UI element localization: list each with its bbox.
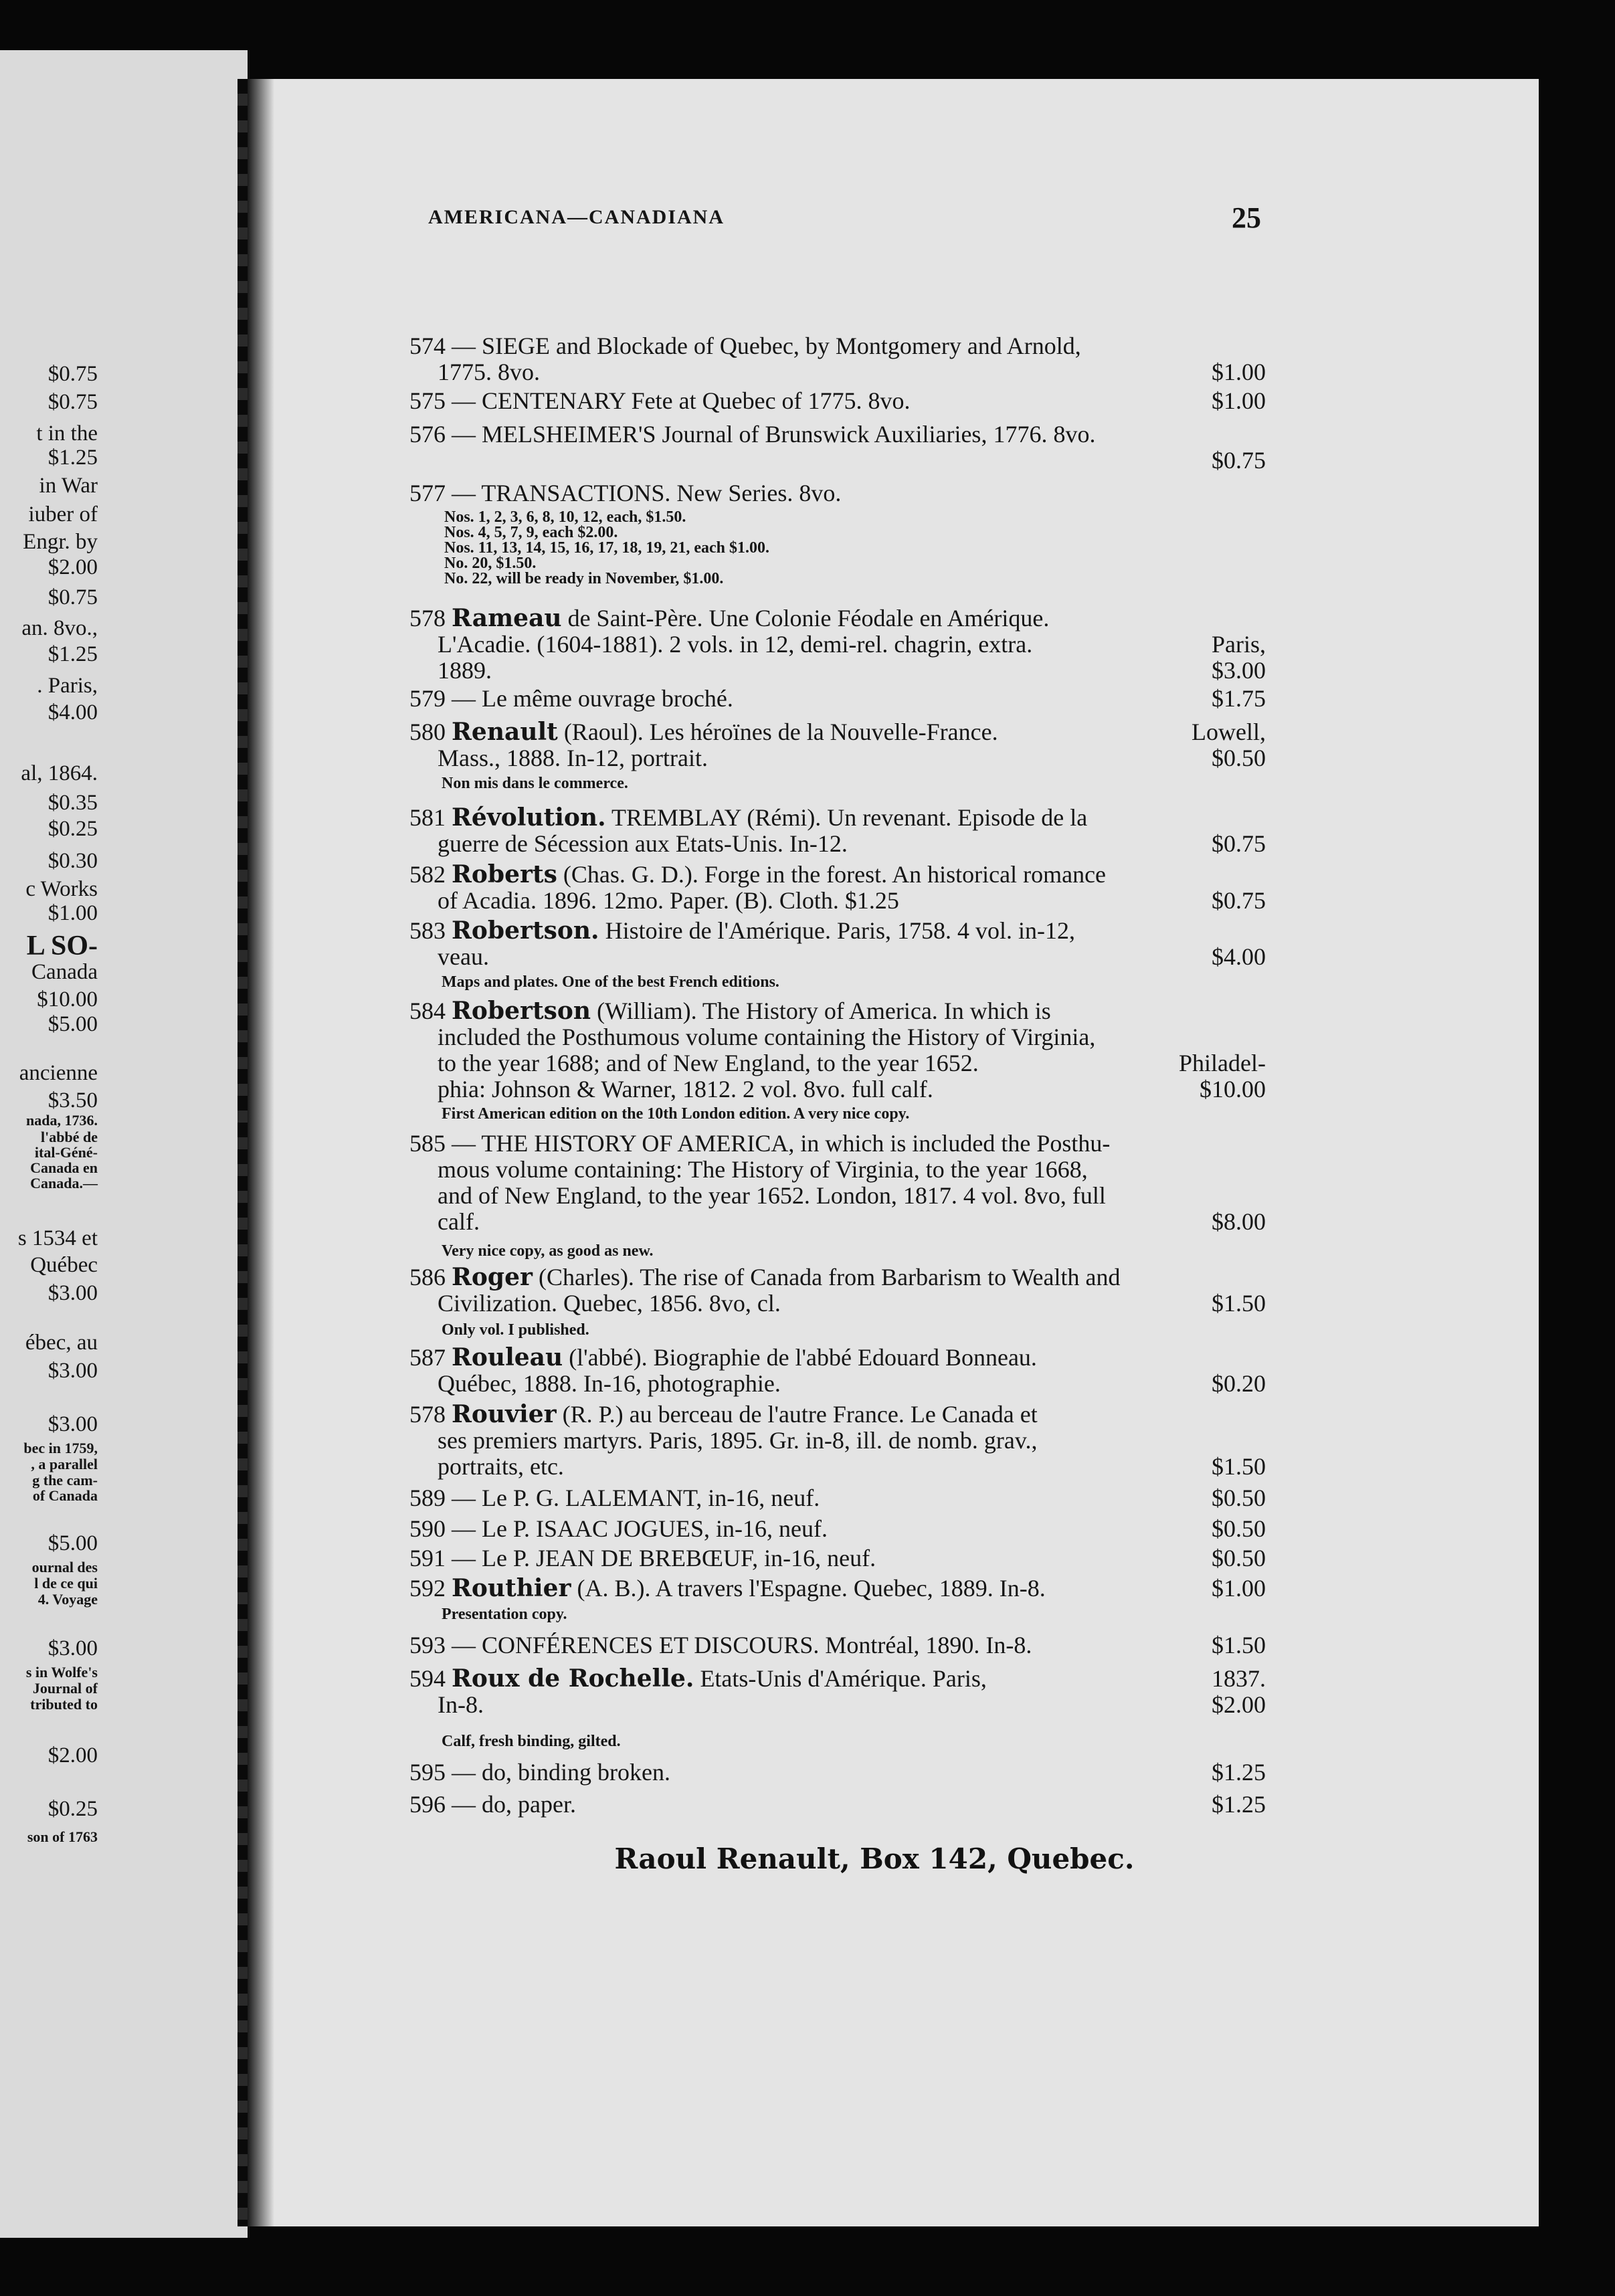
entry-price: $0.50 (1212, 1545, 1266, 1571)
entry-price: $0.75 (1212, 887, 1266, 914)
entry-line (409, 359, 1266, 385)
entry-text: ses premiers martyrs. Paris, 1895. Gr. in-8, ill. de nomb. grav., (438, 1428, 1038, 1454)
author-name: Rouvier (452, 1402, 557, 1428)
entry-price: $1.50 (1212, 1453, 1266, 1480)
entry-note-text: Presentation copy. (442, 1606, 567, 1623)
entry-text: 581 Révolution. TREMBLAY (Rémi). Un revenant. Episode de la (409, 805, 1088, 831)
entry-price: $1.00 (1212, 1575, 1266, 1602)
catalog-entry (409, 1485, 1266, 1511)
entry-price: $1.25 (1212, 1791, 1266, 1818)
sublist-line: No. 22, will be ready in November, $1.00. (444, 570, 724, 587)
left-page-fragment: s 1534 et (17, 1226, 98, 1250)
left-page-fragment: $4.00 (48, 700, 98, 725)
entry-text: phia: Johnson & Warner, 1812. 2 vol. 8vo. full calf. (438, 1076, 933, 1103)
entry-line (409, 1545, 1266, 1571)
entry-price: Philadel- (1179, 1050, 1266, 1076)
entry-text: of Acadia. 1896. 12mo. Paper. (B). Cloth. $1.25 (438, 888, 899, 914)
entry-note-text: Only vol. I published. (442, 1321, 589, 1339)
entry-note (409, 1733, 1266, 1750)
running-head: AMERICANA—CANADIANA (428, 206, 725, 228)
entry-line (409, 1183, 1266, 1209)
entry-text: 587 Rouleau (l'abbé). Biographie de l'abbé Edouard Bonneau. (409, 1345, 1037, 1371)
entry-line (409, 388, 1266, 414)
entry-price: 1837. (1212, 1665, 1266, 1692)
entry-line (409, 1209, 1266, 1235)
author-name: Roberts (452, 862, 557, 888)
entry-line (409, 1692, 1266, 1718)
left-page-fragment: Canada.— (30, 1175, 98, 1191)
left-page-fragment: Canada en (30, 1159, 98, 1176)
entry-line (409, 1371, 1266, 1397)
catalog-entry (409, 1131, 1266, 1235)
catalog-entry (409, 421, 1266, 474)
entry-note-text: Maps and plates. One of the best French editions. (442, 973, 779, 991)
catalog-entry (409, 388, 1266, 414)
author-name: Roux de Rochelle. (452, 1666, 694, 1692)
catalog-entry (409, 1759, 1266, 1786)
entry-line (409, 480, 1266, 506)
entry-line (409, 1076, 1266, 1103)
left-page-fragment: nada, 1736. (26, 1112, 98, 1129)
entry-text: 583 Robertson. Histoire de l'Amérique. Paris, 1758. 4 vol. in-12, (409, 918, 1075, 944)
author-name: Rameau (452, 605, 562, 632)
entry-text: Mass., 1888. In-12, portrait. (438, 745, 708, 771)
entry-text: 1889. (438, 658, 492, 684)
left-page-fragment: Engr. by (23, 530, 98, 554)
entry-line (409, 605, 1266, 632)
entry-line (409, 658, 1266, 684)
entry-line (409, 918, 1266, 944)
footer-imprint (0, 1842, 1615, 1875)
author-name: Rouleau (452, 1345, 563, 1371)
entry-line (409, 1632, 1266, 1658)
left-page-fragment: ournal des (31, 1559, 98, 1575)
left-page-fragment: $10.00 (37, 987, 98, 1012)
entry-line (409, 1264, 1266, 1290)
entry-text: In-8. (438, 1692, 484, 1718)
catalog-entry (409, 605, 1266, 684)
catalog-entry (409, 719, 1266, 771)
entry-text: 579 — Le même ouvrage broché. (409, 686, 733, 712)
left-page-fragment: $2.00 (48, 1743, 98, 1767)
entry-price: $1.75 (1212, 685, 1266, 712)
left-page-fragment: $1.25 (48, 446, 98, 470)
entry-text: 592 Routhier (A. B.). A travers l'Espagne. Quebec, 1889. In-8. (409, 1575, 1046, 1602)
left-page-fragment: $3.50 (48, 1088, 98, 1113)
author-name: Révolution. (452, 805, 606, 831)
entry-text: Civilization. Quebec, 1856. 8vo, cl. (438, 1290, 781, 1317)
entry-text: 591 — Le P. JEAN DE BREBŒUF, in-16, neuf. (409, 1545, 876, 1571)
catalog-entry (409, 1345, 1266, 1397)
entry-text: 578 Rouvier (R. P.) au berceau de l'autre France. Le Canada et (409, 1402, 1038, 1428)
entry-text: 574 — SIEGE and Blockade of Quebec, by Montgomery and Arnold, (409, 333, 1081, 359)
entry-line (409, 745, 1266, 771)
catalog-entry (409, 1792, 1266, 1818)
left-page-fragment: $0.25 (48, 1797, 98, 1821)
entry-line (409, 1516, 1266, 1542)
entry-line (409, 888, 1266, 914)
entry-text: veau. (438, 944, 489, 970)
entry-note (409, 1105, 1266, 1123)
entry-note-text: Calf, fresh binding, gilted. (442, 1733, 621, 1750)
left-page-fragment: iuber of (28, 502, 98, 527)
entry-text: 584 Robertson (William). The History of America. In which is (409, 998, 1051, 1024)
entry-line (409, 632, 1266, 658)
catalog-entry (409, 333, 1266, 385)
entry-note (409, 1606, 1266, 1623)
entry-line (409, 1792, 1266, 1818)
entry-text: 586 Roger (Charles). The rise of Canada from Barbarism to Wealth and (409, 1264, 1121, 1290)
entry-price: $0.50 (1212, 1485, 1266, 1511)
left-page-fragment: , a parallel (31, 1456, 98, 1472)
entry-text: 1775. 8vo. (438, 359, 540, 385)
footer-text: Raoul Renault, Box 142, Quebec. (614, 1842, 1135, 1875)
left-page-fragment: $0.25 (48, 817, 98, 841)
left-page-fragment: 4. Voyage (37, 1591, 98, 1608)
left-page-fragment: g the cam- (32, 1472, 98, 1489)
entry-price: $0.50 (1212, 745, 1266, 771)
left-page-fragment: Journal of (32, 1680, 98, 1697)
entry-line (409, 421, 1266, 448)
entry-price: $4.00 (1212, 943, 1266, 970)
author-name: Routhier (452, 1575, 571, 1602)
catalog-entry (409, 1575, 1266, 1602)
entry-line (409, 998, 1266, 1024)
entry-line (409, 1428, 1266, 1454)
author-name: Renault (452, 719, 558, 745)
left-page-fragment: ébec, au (25, 1331, 98, 1355)
entry-text: 580 Renault (Raoul). Les héroïnes de la Nouvelle-France. (409, 719, 998, 745)
entry-line (409, 1157, 1266, 1183)
entry-text: 594 Roux de Rochelle. Etats-Unis d'Amérique. Paris, (409, 1666, 987, 1692)
left-page-fragment: $0.75 (48, 390, 98, 414)
entry-line (409, 333, 1266, 359)
entry-line (409, 805, 1266, 831)
entry-line (409, 1485, 1266, 1511)
entry-line (409, 1131, 1266, 1157)
catalog-entry (409, 1516, 1266, 1542)
entry-text: included the Posthumous volume containing the History of Virginia, (438, 1024, 1096, 1050)
left-page-fragment: Canada (31, 960, 98, 984)
entry-price: $2.00 (1212, 1691, 1266, 1718)
catalog-entry (409, 480, 1266, 506)
entry-text: 589 — Le P. G. LALEMANT, in-16, neuf. (409, 1485, 820, 1511)
entry-price: $1.00 (1212, 387, 1266, 414)
entry-price: $10.00 (1200, 1076, 1266, 1103)
entry-note-text: First American edition on the 10th London edition. A very nice copy. (442, 1105, 910, 1123)
entry-text: 593 — CONFÉRENCES ET DISCOURS. Montréal, 1890. In-8. (409, 1632, 1032, 1658)
author-name: Robertson (452, 998, 591, 1024)
entry-line (409, 1345, 1266, 1371)
entry-text: 590 — Le P. ISAAC JOGUES, in-16, neuf. (409, 1516, 828, 1542)
entry-text: to the year 1688; and of New England, to the year 1652. (438, 1050, 979, 1076)
entry-price: Lowell, (1192, 719, 1266, 745)
entry-text: guerre de Sécession aux Etats-Unis. In-12. (438, 831, 848, 857)
entry-text: Québec, 1888. In-16, photographie. (438, 1371, 781, 1397)
entry-price: $1.00 (1212, 359, 1266, 385)
entry-price: $3.00 (1212, 657, 1266, 684)
entry-text: 578 Rameau de Saint-Père. Une Colonie Féodale en Amérique. (409, 605, 1050, 632)
left-page-fragment: $5.00 (48, 1531, 98, 1555)
left-page-fragment: bec in 1759, (23, 1440, 98, 1456)
left-page-fragment: $0.35 (48, 791, 98, 815)
entry-text: 582 Roberts (Chas. G. D.). Forge in the forest. An historical romance (409, 862, 1107, 888)
entry-line (409, 686, 1266, 712)
entry-line (409, 448, 1266, 474)
entry-note-text: Very nice copy, as good as new. (442, 1242, 654, 1260)
left-page-fragment: $3.00 (48, 1281, 98, 1305)
entry-price: $0.75 (1212, 830, 1266, 857)
left-page-fragment: ancienne (19, 1061, 98, 1085)
entry-line (409, 944, 1266, 970)
entry-price: $0.20 (1212, 1370, 1266, 1397)
catalog-entry (409, 1264, 1266, 1317)
entry-line (409, 719, 1266, 745)
catalog-entry (409, 862, 1266, 914)
entry-price: Paris, (1212, 631, 1266, 658)
entry-sublist (409, 510, 1266, 587)
entry-line (409, 1575, 1266, 1602)
entry-line (409, 862, 1266, 888)
left-page-fragment: in War (39, 474, 98, 498)
entry-text: calf. (438, 1209, 480, 1235)
left-page-fragment: an. 8vo., (21, 616, 98, 640)
sublist-line: No. 20, $1.50. (444, 555, 537, 572)
left-page-fragment: $3.00 (48, 1636, 98, 1660)
catalog-entry (409, 1545, 1266, 1571)
left-page-fragment: $1.00 (48, 901, 98, 925)
left-page-fragment: $1.25 (48, 642, 98, 666)
left-page-fragment: l'abbé de (41, 1129, 98, 1145)
sublist-line: Nos. 4, 5, 7, 9, each $2.00. (444, 524, 618, 541)
entry-text: mous volume containing: The History of Virginia, to the year 1668, (438, 1157, 1088, 1183)
entry-text: 576 — MELSHEIMER'S Journal of Brunswick Auxiliaries, 1776. 8vo. (409, 421, 1096, 448)
entry-price: $0.50 (1212, 1515, 1266, 1542)
entry-line (409, 1402, 1266, 1428)
sublist-line: Nos. 11, 13, 14, 15, 16, 17, 18, 19, 21, each $1.00. (444, 539, 769, 557)
entry-line (409, 831, 1266, 857)
entry-note (409, 1242, 1266, 1260)
left-page-fragment: t in the (36, 421, 98, 446)
entry-note (409, 775, 1266, 792)
entry-line (409, 1024, 1266, 1050)
entry-text: 585 — THE HISTORY OF AMERICA, in which is included the Posthu- (409, 1131, 1111, 1157)
left-page-fragment: al, 1864. (21, 761, 98, 785)
entry-text: and of New England, to the year 1652. London, 1817. 4 vol. 8vo, full (438, 1183, 1106, 1209)
entry-note-text: Non mis dans le commerce. (442, 775, 628, 792)
left-page-fragment: L SO- (26, 931, 98, 961)
catalog-entry (409, 805, 1266, 857)
catalog-entry (409, 1402, 1266, 1480)
page-number: 25 (1232, 201, 1261, 234)
left-page-fragment: ital-Géné- (34, 1144, 98, 1161)
left-page-fragment: . Paris, (37, 674, 98, 698)
left-page-fragment: $5.00 (48, 1012, 98, 1036)
left-page-fragment: $0.75 (48, 585, 98, 609)
entry-price: $1.50 (1212, 1632, 1266, 1658)
left-page-fragment: tributed to (30, 1696, 98, 1713)
left-page-fragment: $2.00 (48, 555, 98, 579)
left-page-fragment: son of 1763 (27, 1828, 98, 1845)
entry-line (409, 1666, 1266, 1692)
entry-note (409, 1321, 1266, 1339)
left-page-fragment: $3.00 (48, 1412, 98, 1436)
left-page-fragment: $3.00 (48, 1359, 98, 1383)
catalog-entry (409, 686, 1266, 712)
left-page-fragment: l de ce qui (34, 1575, 98, 1592)
entry-line (409, 1454, 1266, 1480)
entry-price: $0.75 (1212, 447, 1266, 474)
entry-text: L'Acadie. (1604-1881). 2 vols. in 12, demi-rel. chagrin, extra. (438, 632, 1033, 658)
entry-text: 577 — TRANSACTIONS. New Series. 8vo. (409, 480, 842, 506)
entry-price: $8.00 (1212, 1208, 1266, 1235)
left-page-fragment: s in Wolfe's (25, 1664, 98, 1681)
left-page-fragment: $0.75 (48, 362, 98, 386)
entry-text: portraits, etc. (438, 1454, 564, 1480)
entry-line (409, 1050, 1266, 1076)
entry-note (409, 973, 1266, 991)
author-name: Roger (452, 1264, 533, 1290)
entry-price: $1.50 (1212, 1290, 1266, 1317)
left-page-fragment: Québec (30, 1253, 98, 1277)
left-page-fragment: of Canada (32, 1487, 98, 1504)
catalog-entry (409, 1666, 1266, 1718)
catalog-entry (409, 918, 1266, 970)
entry-text: 596 — do, paper. (409, 1792, 576, 1818)
left-page-fragment: $0.30 (48, 849, 98, 873)
sublist-line: Nos. 1, 2, 3, 6, 8, 10, 12, each, $1.50. (444, 508, 686, 526)
catalog-entry (409, 1632, 1266, 1658)
catalog-entry (409, 998, 1266, 1103)
author-name: Robertson. (452, 918, 599, 944)
entry-line (409, 1759, 1266, 1786)
entry-text: 595 — do, binding broken. (409, 1759, 670, 1786)
entry-price: $1.25 (1212, 1759, 1266, 1786)
entry-text: 575 — CENTENARY Fete at Quebec of 1775. 8vo. (409, 388, 911, 414)
entry-line (409, 1290, 1266, 1317)
left-page-fragment: c Works (25, 877, 98, 901)
